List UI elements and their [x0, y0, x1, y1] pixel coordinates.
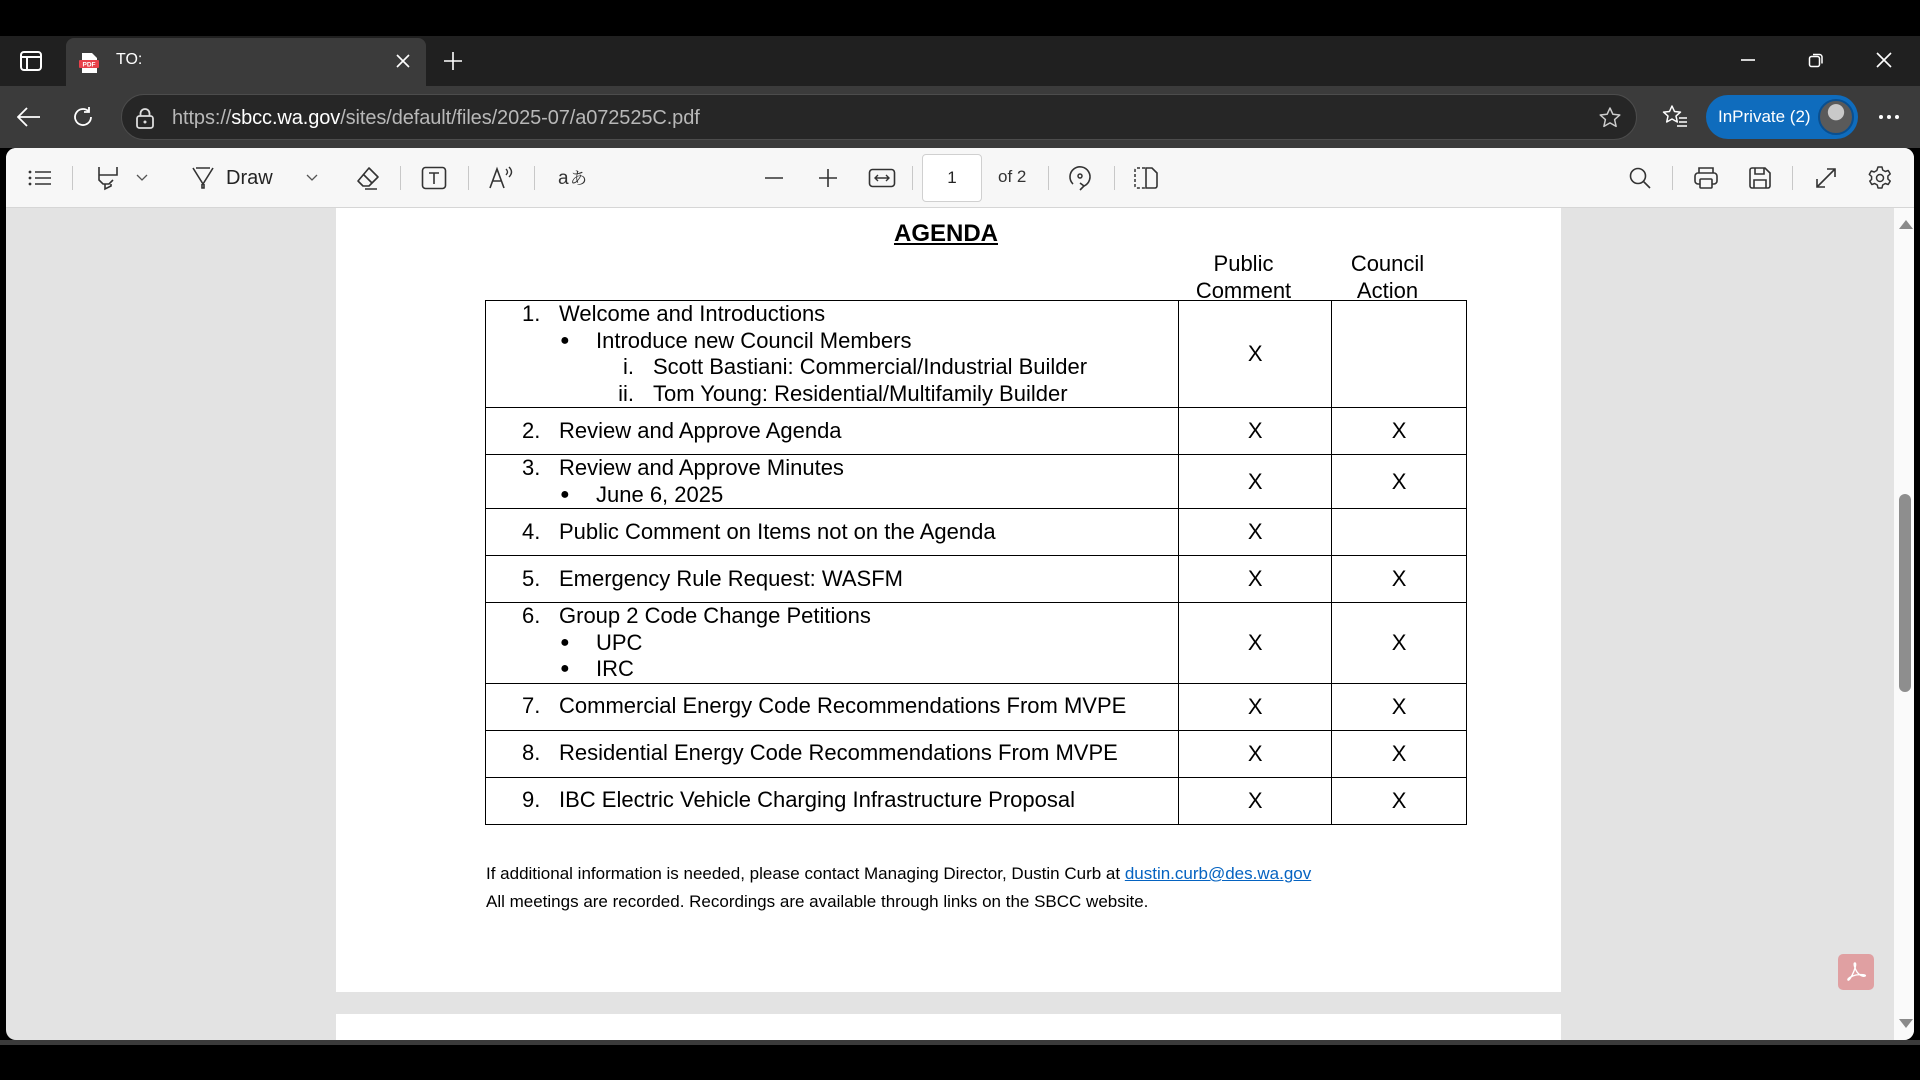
- restore-button[interactable]: [1790, 42, 1842, 78]
- pdf-page-2: [336, 1014, 1561, 1040]
- item-number: 3.: [522, 455, 541, 480]
- url-text[interactable]: [172, 107, 700, 130]
- table-row: [486, 730, 1467, 777]
- zoom-in-button[interactable]: [812, 162, 844, 194]
- item-title: Welcome and Introductions: [559, 301, 826, 326]
- public-comment-cell: X: [1179, 683, 1332, 730]
- item-title: Commercial Energy Code Recommendations From MVPE: [559, 693, 1127, 719]
- table-row: [486, 556, 1467, 603]
- public-comment-cell: X: [1179, 301, 1332, 408]
- scrollbar-thumb[interactable]: [1899, 494, 1911, 692]
- toolbar-divider: [72, 166, 73, 190]
- council-action-cell: X: [1332, 730, 1467, 777]
- column-header-line: Comment: [1195, 278, 1292, 303]
- agenda-item: [486, 556, 1179, 603]
- table-row: [486, 603, 1467, 684]
- draw-button[interactable]: [190, 162, 273, 194]
- table-row: [486, 683, 1467, 730]
- new-tab-button[interactable]: [438, 46, 468, 76]
- item-number: 4.: [522, 518, 541, 544]
- column-header-line: Public: [1213, 251, 1274, 276]
- rotate-button[interactable]: [1064, 162, 1096, 194]
- council-action-cell: X: [1332, 603, 1467, 684]
- council-action-cell: X: [1332, 777, 1467, 824]
- bullet-icon: ●: [560, 633, 570, 651]
- item-title: Public Comment on Items not on the Agenda: [559, 518, 996, 544]
- toolbar-divider: [534, 166, 535, 190]
- settings-more-button[interactable]: [1872, 100, 1906, 134]
- acrobat-button[interactable]: [1838, 954, 1874, 990]
- refresh-button[interactable]: [66, 100, 100, 134]
- toolbar-divider: [400, 166, 401, 190]
- toolbar-divider: [1114, 166, 1115, 190]
- agenda-item: [486, 603, 1179, 684]
- table-row: [486, 777, 1467, 824]
- public-comment-cell: X: [1179, 603, 1332, 684]
- item-title: Group 2 Code Change Petitions: [559, 603, 871, 628]
- add-text-button[interactable]: [418, 162, 450, 194]
- bullet-icon: ●: [560, 485, 570, 503]
- chevron-down-icon: [306, 174, 318, 182]
- agenda-item: [486, 683, 1179, 730]
- fit-to-width-button[interactable]: [866, 162, 898, 194]
- erase-button[interactable]: [352, 162, 384, 194]
- plus-icon: [818, 168, 838, 188]
- tab-title: TO:: [116, 51, 143, 68]
- contact-email-link[interactable]: dustin.curb@des.wa.gov: [1124, 864, 1312, 883]
- agenda-item: [486, 509, 1179, 556]
- document-title: AGENDA: [893, 220, 998, 247]
- subitem-marker: ii.: [618, 380, 634, 406]
- item-number: 7.: [522, 693, 541, 719]
- highlight-button[interactable]: [92, 162, 124, 194]
- bullet-icon: ●: [560, 660, 570, 677]
- item-bullet: IRC: [596, 656, 634, 681]
- printer-icon: [1693, 165, 1719, 191]
- more-horizontal-icon: [1878, 114, 1900, 120]
- text-box-icon: [421, 166, 447, 190]
- pdf-icon: [78, 52, 100, 74]
- toolbar-divider: [1672, 166, 1673, 190]
- minus-icon: [764, 176, 784, 180]
- window-bottom-edge: [0, 1040, 1920, 1045]
- favorites-button[interactable]: [1658, 100, 1692, 134]
- url-scheme: https://: [172, 107, 232, 129]
- draw-options-dropdown[interactable]: [302, 162, 322, 194]
- favorites-list-icon: [1661, 104, 1689, 130]
- tab-active[interactable]: [66, 38, 426, 86]
- pen-draw-icon: [190, 165, 216, 191]
- gear-icon: [1867, 165, 1893, 191]
- adobe-acrobat-icon: [1844, 960, 1868, 984]
- address-bar[interactable]: [121, 94, 1637, 140]
- public-comment-cell: X: [1179, 730, 1332, 777]
- eraser-icon: [355, 165, 381, 191]
- zoom-out-button[interactable]: [758, 162, 790, 194]
- public-comment-cell: X: [1179, 455, 1332, 509]
- plus-icon: [443, 51, 463, 71]
- close-icon: [1876, 52, 1892, 68]
- add-favorite-button[interactable]: [1598, 106, 1622, 130]
- fullscreen-button[interactable]: [1810, 162, 1842, 194]
- column-header-public-comment: [1167, 250, 1320, 304]
- pdf-page: [336, 208, 1561, 992]
- chevron-down-icon: [136, 174, 148, 182]
- item-title: Residential Energy Code Recommendations From MVPE: [559, 740, 1118, 766]
- arrow-left-icon: [17, 107, 41, 127]
- item-bullet: UPC: [596, 629, 643, 655]
- council-action-cell: X: [1332, 683, 1467, 730]
- item-number: 8.: [522, 740, 541, 766]
- item-title: Review and Approve Minutes: [559, 455, 844, 480]
- item-title: IBC Electric Vehicle Charging Infrastructure Proposal: [559, 787, 1076, 813]
- agenda-item: [486, 455, 1179, 509]
- item-number: 1.: [522, 301, 541, 326]
- subitem-text: Scott Bastiani: Commercial/Industrial Builder: [653, 354, 1088, 379]
- item-number: 6.: [522, 603, 541, 628]
- toolbar-divider: [1048, 166, 1049, 190]
- column-header-line: Action: [1356, 278, 1419, 303]
- council-action-cell: X: [1332, 408, 1467, 455]
- minimize-icon: [1740, 58, 1756, 62]
- read-aloud-icon: [488, 166, 516, 190]
- item-bullet: June 6, 2025: [596, 481, 724, 507]
- contact-note: [486, 864, 1311, 884]
- close-icon: [396, 54, 410, 68]
- minimize-button[interactable]: [1722, 42, 1774, 78]
- item-title: Emergency Rule Request: WASFM: [559, 565, 903, 591]
- table-row: [486, 408, 1467, 455]
- save-icon: [1748, 166, 1772, 190]
- translate-icon: [558, 167, 590, 189]
- scroll-up-arrow-icon[interactable]: [1899, 220, 1913, 229]
- expand-icon: [1814, 166, 1838, 190]
- agenda-item: [486, 730, 1179, 777]
- table-row: [486, 301, 1467, 408]
- find-button[interactable]: [1624, 162, 1656, 194]
- navigation-bar: [0, 86, 1920, 148]
- lock-icon[interactable]: [134, 107, 156, 129]
- svg-text:PDF: PDF: [82, 61, 96, 69]
- highlighter-icon: [96, 165, 120, 191]
- item-number: 9.: [522, 787, 541, 813]
- two-page-view-icon: [1133, 166, 1159, 190]
- read-aloud-button[interactable]: [486, 162, 518, 194]
- agenda-item: [486, 777, 1179, 824]
- vertical-scrollbar[interactable]: [1894, 208, 1914, 1040]
- inprivate-profile-button[interactable]: [1706, 95, 1858, 139]
- svg-text:a: a: [558, 168, 569, 189]
- search-icon: [1628, 166, 1652, 190]
- recording-note: All meetings are recorded. Recordings are available through links on the SBCC website.: [486, 892, 1149, 911]
- subitem-marker: i.: [623, 354, 634, 379]
- table-of-contents-icon: [27, 168, 53, 188]
- fit-width-icon: [868, 167, 896, 189]
- item-bullet: Introduce new Council Members: [596, 327, 912, 353]
- restore-icon: [1808, 52, 1824, 68]
- sidebar-panel-icon: [20, 51, 42, 71]
- page-count-label: of 2: [998, 167, 1027, 186]
- page-number-value: 1: [947, 168, 957, 187]
- translate-button[interactable]: [554, 162, 594, 194]
- toolbar-divider: [912, 166, 913, 190]
- toolbar-divider: [468, 166, 469, 190]
- item-number: 2.: [522, 417, 541, 443]
- tab-close-button[interactable]: [390, 48, 416, 74]
- public-comment-cell: X: [1179, 777, 1332, 824]
- url-host: sbcc.wa.gov: [231, 107, 341, 129]
- rotate-icon: [1067, 164, 1093, 192]
- url-path: /sites/default/files/2025-07/a072525C.pdf: [340, 107, 700, 129]
- avatar: [1818, 99, 1854, 135]
- subitem-text: Tom Young: Residential/Multifamily Builder: [653, 380, 1068, 406]
- item-number: 5.: [522, 565, 541, 591]
- table-row: [486, 509, 1467, 556]
- close-window-button[interactable]: [1858, 42, 1910, 78]
- toolbar-divider: [1792, 166, 1793, 190]
- settings-button[interactable]: [1864, 162, 1896, 194]
- bullet-icon: ●: [560, 331, 570, 349]
- pdf-viewer: [6, 148, 1914, 1040]
- contents-button[interactable]: [24, 162, 56, 194]
- highlight-options-dropdown[interactable]: [132, 162, 152, 194]
- back-button[interactable]: [12, 100, 46, 134]
- inprivate-label: InPrivate (2): [1718, 107, 1811, 126]
- item-title: Review and Approve Agenda: [559, 417, 842, 443]
- column-header-council-action: [1320, 250, 1455, 304]
- contact-text: If additional information is needed, please contact Managing Director, Dustin Curb at: [486, 864, 1125, 883]
- draw-label: Draw: [226, 166, 273, 189]
- agenda-item: [486, 408, 1179, 455]
- print-button[interactable]: [1690, 162, 1722, 194]
- public-comment-cell: X: [1179, 408, 1332, 455]
- table-row: [486, 455, 1467, 509]
- refresh-icon: [71, 105, 95, 129]
- scroll-down-arrow-icon[interactable]: [1899, 1019, 1913, 1028]
- agenda-item: [486, 301, 1179, 408]
- council-action-cell: [1332, 509, 1467, 556]
- page-view-button[interactable]: [1130, 162, 1162, 194]
- svg-text:あ: あ: [570, 169, 587, 189]
- tab-actions-button[interactable]: [14, 46, 48, 76]
- tab-bar: [0, 36, 1920, 86]
- column-header-line: Council: [1350, 251, 1425, 276]
- public-comment-cell: X: [1179, 556, 1332, 603]
- council-action-cell: [1332, 301, 1467, 408]
- save-button[interactable]: [1744, 162, 1776, 194]
- council-action-cell: X: [1332, 556, 1467, 603]
- star-icon: [1598, 106, 1622, 130]
- page-number-input[interactable]: [922, 154, 982, 202]
- agenda-table: [485, 300, 1467, 825]
- pdf-toolbar: [6, 148, 1914, 208]
- council-action-cell: X: [1332, 455, 1467, 509]
- public-comment-cell: X: [1179, 509, 1332, 556]
